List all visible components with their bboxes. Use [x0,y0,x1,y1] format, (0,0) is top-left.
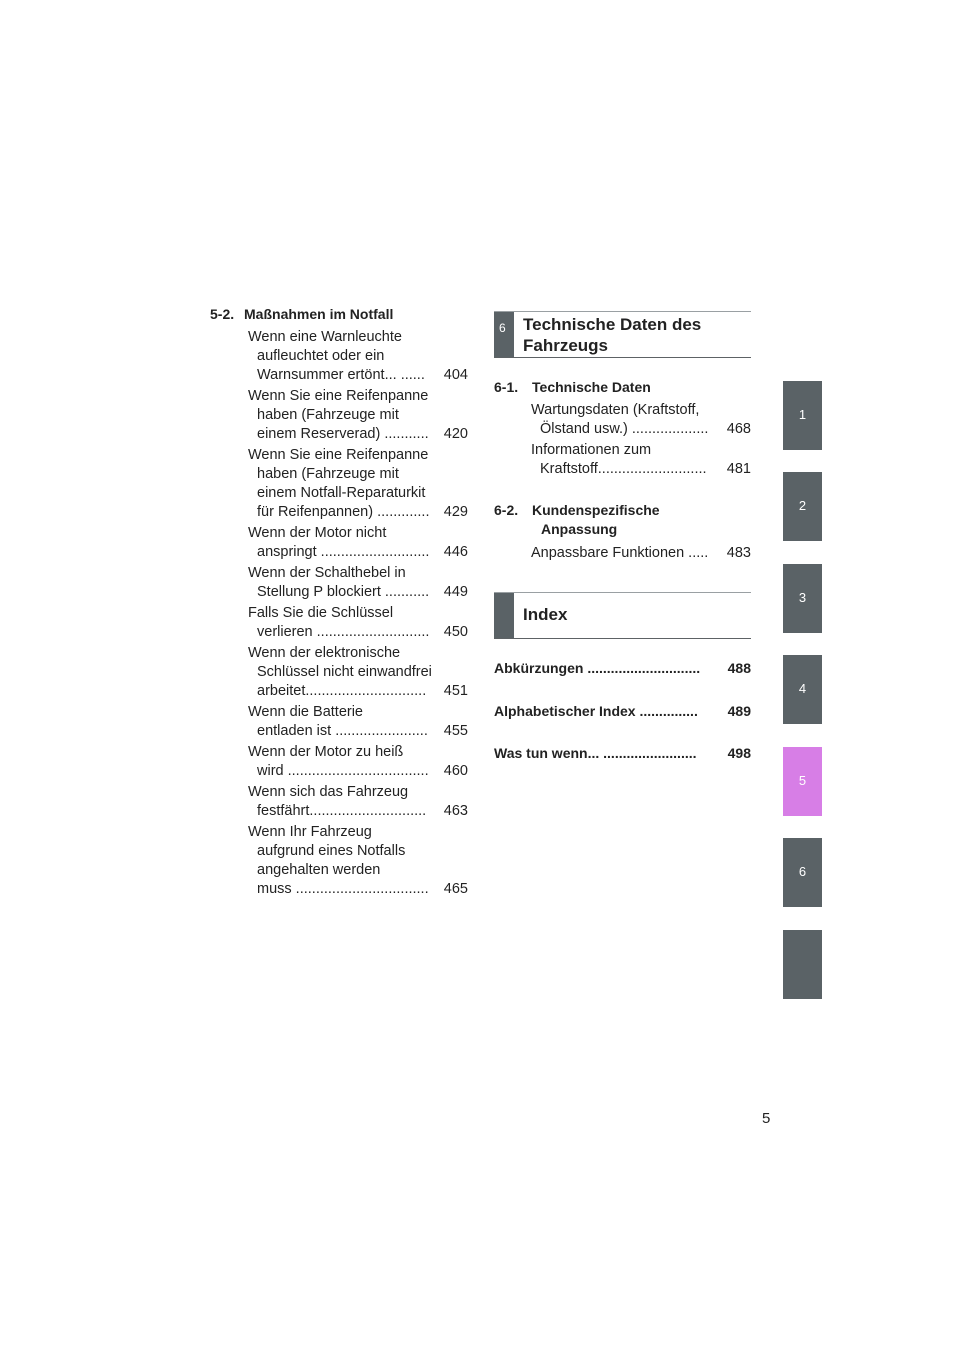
index-entry-alphabetical[interactable] [494,702,751,721]
toc-entry[interactable] [248,564,468,602]
entry-line [248,880,468,899]
tab-label: 2 [798,498,807,513]
entry-line: Wenn Ihr Fahrzeug [248,824,372,840]
chapter-tab-3[interactable] [783,564,822,633]
entry-line [248,583,468,602]
entry-line: Wenn der Motor nicht [248,525,387,541]
entry-line-text: anspringt ........................... [257,544,430,560]
section-number: 6-2. [494,502,519,518]
entry-line-text: Warnsummer ertönt... ...... [257,367,425,383]
entry-line: Wenn Sie eine Reifenpanne [248,447,429,463]
section-number: 5-2. [210,306,235,322]
chapter-tab-4[interactable] [783,655,822,724]
entry-line-text: Ölstand usw.) ................... [540,421,709,437]
entry-line: aufgrund eines Notfalls [257,843,406,859]
entry-line: haben (Fahrzeuge mit [257,407,399,423]
toc-entry[interactable] [248,703,468,741]
toc-entry[interactable] [248,644,468,701]
entry-line: Wenn der Schalthebel in [248,565,406,581]
chapter-title [523,314,701,356]
toc-entry[interactable] [248,446,468,522]
page-ref: 463 [443,803,468,819]
entry-line-text: für Reifenpannen) ............. [257,504,430,520]
entry-line: Wenn der elektronische [248,645,401,661]
chapter-tab-2[interactable] [783,472,822,541]
entry-line-text: Stellung P blockiert ........... [257,584,430,600]
entry-line [248,762,468,781]
toc-entry[interactable] [248,604,468,642]
entry-line-text: festfährt............................. [257,803,427,819]
entry-line: Falls Sie die Schlüssel [248,605,394,621]
entry-line: aufleuchtet oder ein [257,348,385,364]
entry-line: haben (Fahrzeuge mit [257,466,399,482]
page-ref: 429 [443,504,468,520]
entry-line-text: Kraftstoff........................... [540,461,707,477]
chapter-title-line: Fahrzeugs [523,336,609,355]
toc-entry[interactable] [248,743,468,781]
entry-line-text: wird ................................... [257,763,429,779]
entry-label: Abkürzungen ............................. [494,660,701,676]
entry-line: einem Notfall-Reparaturkit [257,485,426,501]
section-6-2-heading [494,501,660,520]
entry-line: angehalten werden [257,862,381,878]
toc-entry[interactable] [248,823,468,899]
page-ref: 483 [726,545,751,561]
page-ref: 460 [443,763,468,779]
entry-line [248,802,468,821]
page-ref: 449 [443,584,468,600]
entry-line [531,420,751,439]
toc-entry[interactable] [248,387,468,444]
page-number: 5 [762,1110,771,1127]
page-ref: 451 [443,683,468,699]
entry-label: Alphabetischer Index ............... [494,703,698,719]
entry-line [248,425,468,444]
chapter-tab-index[interactable] [783,930,822,999]
toc-entry[interactable] [531,401,751,439]
tab-label: 1 [798,407,807,422]
entry-line [248,503,468,522]
toc-entry[interactable] [248,524,468,562]
section-title: Technische Daten [532,379,651,395]
page-ref: 450 [443,624,468,640]
tab-label: 6 [798,864,807,879]
section-5-2-heading [210,305,393,324]
entry-line [531,460,751,479]
entry-line [248,543,468,562]
entry-line-text: einem Reserverad) ........... [257,426,429,442]
page-ref: 489 [727,703,751,719]
section-title-continued: Anpassung [541,521,618,537]
chapter-tab-marker [494,312,514,357]
tab-label: 3 [798,590,807,605]
tab-label: 4 [798,681,807,696]
section-number: 6-1. [494,379,519,395]
page-ref: 498 [727,745,751,761]
index-tab-marker [494,593,514,638]
entry-line: Wenn eine Warnleuchte [248,329,402,345]
page-ref: 446 [443,544,468,560]
page-ref: 404 [443,367,468,383]
entry-line [248,722,468,741]
page-ref: 465 [443,881,468,897]
entry-line [531,544,751,563]
chapter-tab-1[interactable] [783,381,822,450]
section-title: Maßnahmen im Notfall [244,306,394,322]
entry-label: Was tun wenn... ........................ [494,745,697,761]
section-6-1-heading [494,378,651,397]
chapter-6-banner [494,311,751,358]
entry-line: Wartungsdaten (Kraftstoff, [531,402,700,418]
chapter-tab-6[interactable] [783,838,822,907]
index-entry-abbreviations[interactable] [494,659,751,678]
entry-line: Wenn Sie eine Reifenpanne [248,388,429,404]
tab-label [783,930,822,956]
entry-line-text: verlieren ............................ [257,624,430,640]
tab-label: 5 [798,773,807,788]
entry-line [248,623,468,642]
toc-entry[interactable] [248,328,468,385]
entry-line: Wenn der Motor zu heiß [248,744,404,760]
entry-line: Schlüssel nicht einwandfrei [257,664,432,680]
entry-line [248,682,468,701]
entry-line [248,366,468,385]
entry-line-text: Anpassbare Funktionen ..... [531,545,709,561]
toc-entry[interactable] [531,544,751,563]
page-ref: 455 [443,723,468,739]
index-entry-what-to-do[interactable] [494,744,751,763]
entry-line-text: arbeitet.............................. [257,683,427,699]
toc-entry[interactable] [248,783,468,821]
page-ref: 488 [727,660,751,676]
entry-line-text: muss ................................. [257,881,429,897]
page-ref: 420 [443,426,468,442]
index-banner [494,592,751,639]
page-ref: 468 [726,421,751,437]
chapter-tab-5[interactable] [783,747,822,816]
entry-line: Wenn die Batterie [248,704,363,720]
section-title: Kundenspezifische [532,502,660,518]
toc-entry[interactable] [531,441,751,479]
entry-line: Informationen zum [531,442,652,458]
index-title: Index [523,605,568,624]
page-ref: 481 [726,461,751,477]
entry-line: Wenn sich das Fahrzeug [248,784,409,800]
entry-line-text: entladen ist ....................... [257,723,428,739]
chapter-title-line: Technische Daten des [523,315,702,334]
chapter-number: 6 [499,321,506,335]
